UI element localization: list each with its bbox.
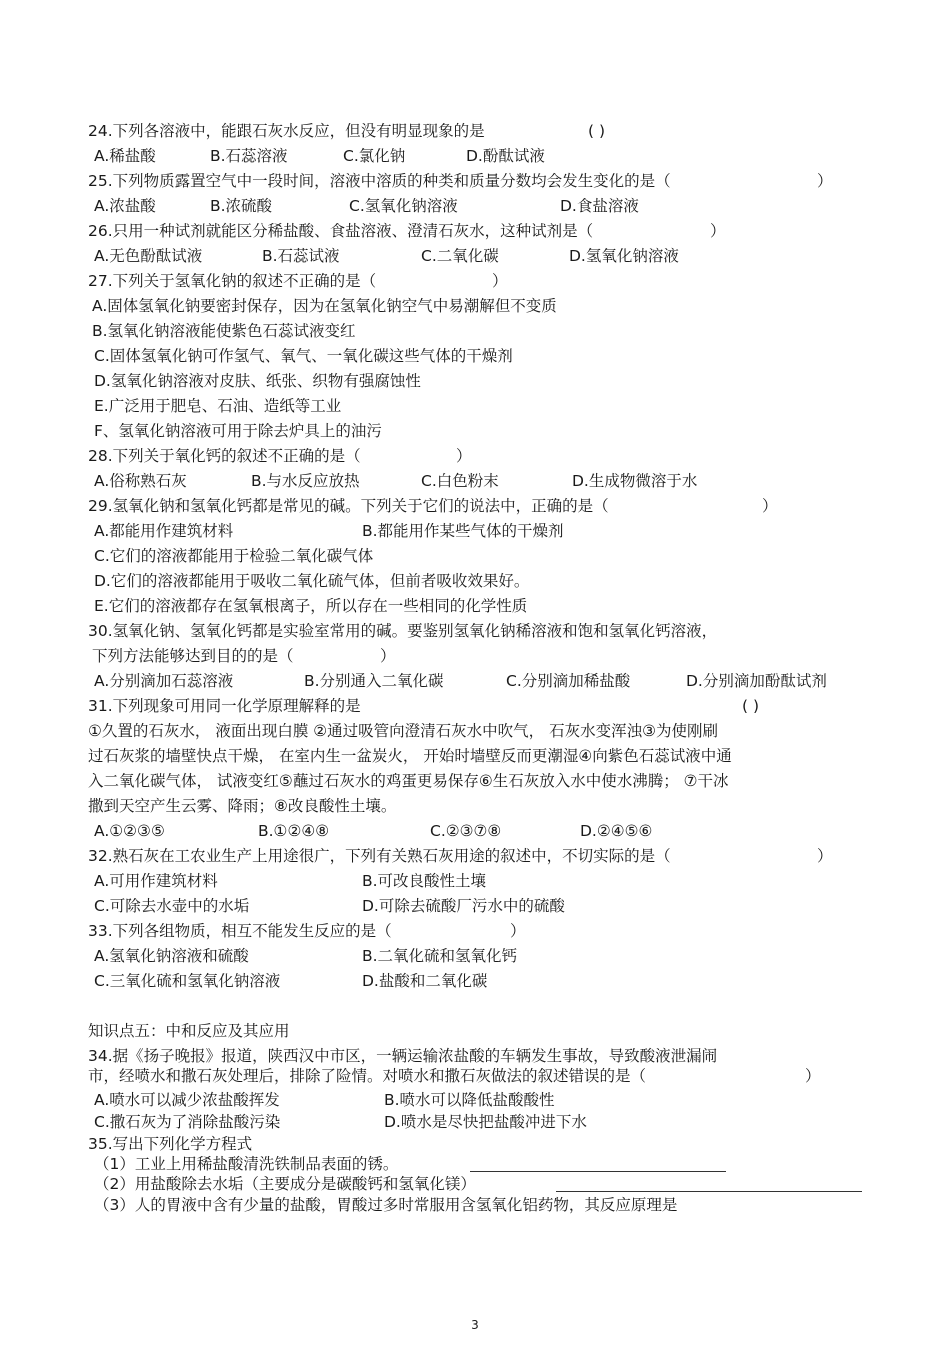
- q24-stem: 24.下列各溶液中，能跟石灰水反应，但没有明显现象的是: [88, 122, 485, 140]
- q31-option-a: A.①②③⑤: [94, 822, 165, 840]
- q25-option-a: A.浓盐酸: [94, 197, 156, 215]
- q32-option-a: A.可用作建筑材料: [94, 872, 218, 890]
- q32-option-b: B.可改良酸性土壤: [362, 872, 487, 890]
- q29-answer-paren: ）: [762, 497, 778, 515]
- q27-option-b: B.氢氧化钠溶液能使紫色石蕊试液变红: [92, 322, 356, 340]
- q34-option-d: D.喷水是尽快把盐酸冲进下水: [384, 1113, 587, 1131]
- q25-answer-paren: ）: [817, 172, 833, 190]
- q33-stem: 33.下列各组物质，相互不能发生反应的是（: [88, 922, 392, 940]
- q26-stem: 26.只用一种试剂就能区分稀盐酸、食盐溶液、澄清石灰水，这种试剂是（: [88, 222, 594, 240]
- q33-option-a: A.氢氧化钠溶液和硫酸: [94, 947, 249, 965]
- q29-option-d: D.它们的溶液都能用于吸收二氧化硫气体，但前者吸收效果好。: [94, 572, 530, 590]
- q34-option-a: A.喷水可以减少浓盐酸挥发: [94, 1091, 280, 1109]
- q31-answer-paren: ( ): [742, 697, 760, 715]
- q24-answer-paren: ( ): [588, 122, 606, 140]
- q26-option-c: C.二氧化碳: [421, 247, 499, 265]
- q26-option-d: D.氢氧化钠溶液: [569, 247, 679, 265]
- q29-option-b: B.都能用作某些气体的干燥剂: [362, 522, 564, 540]
- q28-option-c: C.白色粉末: [421, 472, 499, 490]
- q31-text-line1: ①久置的石灰水， 液面出现白膜 ②通过吸管向澄清石灰水中吹气， 石灰水变浑浊③为使刚刷: [88, 722, 718, 740]
- q27-option-e: E.广泛用于肥皂、石油、造纸等工业: [94, 397, 342, 415]
- q35-subquestion-1: （1）工业上用稀盐酸清洗铁制品表面的锈。: [94, 1155, 399, 1173]
- page-number: 3: [471, 1318, 479, 1332]
- q34-option-c: C.撒石灰为了消除盐酸污染: [94, 1113, 281, 1131]
- q25-stem: 25.下列物质露置空气中一段时间，溶液中溶质的种类和质量分数均会发生变化的是（: [88, 172, 671, 190]
- q27-option-a: A.固体氢氧化钠要密封保存，因为在氢氧化钠空气中易潮解但不变质: [92, 297, 557, 315]
- q32-option-c: C.可除去水壶中的水垢: [94, 897, 250, 915]
- q30-option-d: D.分别滴加酚酞试剂: [686, 672, 827, 690]
- q34-answer-paren: ）: [805, 1067, 821, 1085]
- q26-answer-paren: ）: [710, 222, 726, 240]
- section-heading: 知识点五：中和反应及其应用: [88, 1022, 290, 1040]
- q29-option-e: E.它们的溶液都存在氢氧根离子，所以存在一些相同的化学性质: [94, 597, 528, 615]
- q24-option-c: C.氯化钠: [343, 147, 406, 165]
- q30-option-a: A.分别滴加石蕊溶液: [94, 672, 234, 690]
- q25-option-c: C.氢氧化钠溶液: [349, 197, 458, 215]
- q33-option-b: B.二氧化硫和氢氧化钙: [362, 947, 518, 965]
- q31-option-b: B.①②④⑧: [258, 822, 330, 840]
- q30-stem-line1: 30.氢氧化钠、氢氧化钙都是实验室常用的碱。要鉴别氢氧化钠稀溶液和饱和氢氧化钙溶液，: [88, 622, 718, 640]
- q28-answer-paren: ）: [456, 447, 472, 465]
- q32-option-d: D.可除去硫酸厂污水中的硫酸: [362, 897, 565, 915]
- q31-text-line4: 撒到天空产生云雾、降雨；⑧改良酸性土壤。: [88, 797, 397, 815]
- q33-option-d: D.盐酸和二氧化碳: [362, 972, 488, 990]
- q27-stem: 27.下列关于氢氧化钠的叙述不正确的是（: [88, 272, 377, 290]
- q28-option-d: D.生成物微溶于水: [572, 472, 698, 490]
- q28-option-b: B.与水反应放热: [251, 472, 360, 490]
- q31-text-line3: 入二氧化碳气体， 试液变红⑤蘸过石灰水的鸡蛋更易保存⑥生石灰放入水中使水沸腾； ⑦干冰: [88, 772, 729, 790]
- q29-option-a: A.都能用作建筑材料: [94, 522, 234, 540]
- q34-stem-line1: 34.据《扬子晚报》报道，陕西汉中市区，一辆运输浓盐酸的车辆发生事故，导致酸液泄漏闹: [88, 1047, 718, 1065]
- q35-answer-blank-2[interactable]: [556, 1191, 862, 1192]
- q26-option-b: B.石蕊试液: [262, 247, 340, 265]
- q24-option-d: D.酚酞试液: [466, 147, 545, 165]
- q30-stem-line2: 下列方法能够达到目的的是（: [92, 647, 294, 665]
- q27-option-c: C.固体氢氧化钠可作氢气、氧气、一氧化碳这些气体的干燥剂: [94, 347, 513, 365]
- q31-text-line2: 过石灰浆的墙壁快点干燥， 在室内生一盆炭火， 开始时墙壁反而更潮湿④向紫色石蕊试液中通: [88, 747, 732, 765]
- q34-stem-line2: 市，经喷水和撒石灰处理后，排除了险情。对喷水和撒石灰做法的叙述错误的是（: [88, 1067, 647, 1085]
- q35-subquestion-3: （3）人的胃液中含有少量的盐酸，胃酸过多时常服用含氢氧化铝药物，其反应原理是: [94, 1196, 678, 1214]
- q30-answer-paren: ）: [380, 647, 396, 665]
- q26-option-a: A.无色酚酞试液: [94, 247, 203, 265]
- q32-stem: 32.熟石灰在工农业生产上用途很广，下列有关熟石灰用途的叙述中，不切实际的是（: [88, 847, 671, 865]
- q34-option-b: B.喷水可以降低盐酸酸性: [384, 1091, 555, 1109]
- q27-option-f: F、氢氧化钠溶液可用于除去炉具上的油污: [94, 422, 382, 440]
- q33-answer-paren: ）: [510, 922, 526, 940]
- q30-option-b: B.分别通入二氧化碳: [304, 672, 444, 690]
- q24-option-a: A.稀盐酸: [94, 147, 156, 165]
- q28-stem: 28.下列关于氧化钙的叙述不正确的是（: [88, 447, 361, 465]
- q31-option-d: D.②④⑤⑥: [580, 822, 653, 840]
- q35-stem: 35.写出下列化学方程式: [88, 1135, 253, 1153]
- q28-option-a: A.俗称熟石灰: [94, 472, 187, 490]
- q31-stem: 31.下列现象可用同一化学原理解释的是: [88, 697, 361, 715]
- q27-answer-paren: ）: [492, 272, 508, 290]
- q35-subquestion-2: （2）用盐酸除去水垢（主要成分是碳酸钙和氢氧化镁）: [94, 1175, 476, 1193]
- q31-option-c: C.②③⑦⑧: [430, 822, 502, 840]
- q33-option-c: C.三氧化硫和氢氧化钠溶液: [94, 972, 281, 990]
- q35-answer-blank-1[interactable]: [470, 1171, 726, 1172]
- q29-option-c: C.它们的溶液都能用于检验二氧化碳气体: [94, 547, 374, 565]
- q29-stem: 29.氢氧化钠和氢氧化钙都是常见的碱。下列关于它们的说法中，正确的是（: [88, 497, 609, 515]
- q27-option-d: D.氢氧化钠溶液对皮肤、纸张、织物有强腐蚀性: [94, 372, 421, 390]
- q25-option-d: D.食盐溶液: [560, 197, 639, 215]
- q25-option-b: B.浓硫酸: [210, 197, 273, 215]
- q30-option-c: C.分别滴加稀盐酸: [506, 672, 631, 690]
- q24-option-b: B.石蕊溶液: [210, 147, 288, 165]
- q32-answer-paren: ）: [817, 847, 833, 865]
